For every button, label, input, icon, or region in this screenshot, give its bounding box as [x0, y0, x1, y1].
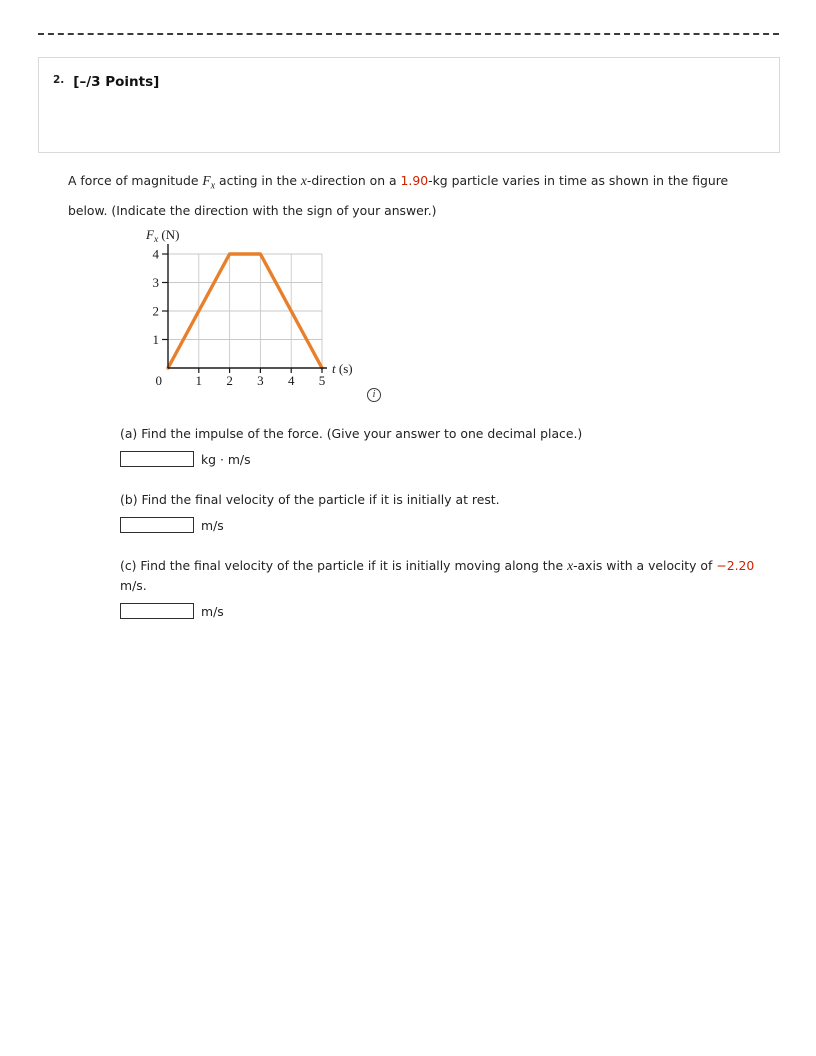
- force-time-graph: [118, 226, 378, 398]
- problem-statement: [68, 169, 768, 223]
- part-a-unit: kg · m/s: [201, 451, 251, 467]
- figure-container: [118, 226, 378, 398]
- question-number: 2.: [53, 74, 65, 86]
- part-c-x-variable: x: [567, 558, 574, 573]
- part-b-input-row: [120, 517, 780, 533]
- info-icon[interactable]: i: [367, 388, 381, 402]
- question-header-box: [38, 57, 780, 153]
- svg-text:1: 1: [195, 373, 203, 388]
- part-c-text-2: -axis with a velocity of: [573, 558, 717, 573]
- part-c: [120, 556, 780, 619]
- x-variable: x: [300, 173, 307, 188]
- problem-text-1: A force of magnitude: [68, 173, 203, 188]
- svg-text:3: 3: [257, 373, 264, 388]
- svg-text:3: 3: [152, 275, 159, 290]
- answer-input-b[interactable]: [120, 517, 194, 533]
- part-b-label: (b) Find the final velocity of the particle if it is initially at rest.: [120, 492, 500, 507]
- svg-text:t (s): t (s): [332, 361, 353, 376]
- problem-text-3: -direction on a: [306, 173, 401, 188]
- part-b: [120, 490, 780, 533]
- force-symbol: $F_x$: [202, 173, 216, 192]
- mass-value: 1.90: [400, 173, 429, 188]
- svg-text:1: 1: [152, 332, 159, 347]
- answer-input-a[interactable]: [120, 451, 194, 467]
- svg-text:2: 2: [152, 303, 159, 319]
- svg-text:4: 4: [287, 373, 295, 388]
- part-a-label: (a) Find the impulse of the force. (Give your answer to one decimal place.): [120, 426, 583, 441]
- svg-text:0: 0: [155, 373, 162, 388]
- dashed-divider: [38, 33, 779, 35]
- problem-text-2: acting in the: [215, 173, 301, 188]
- part-b-unit: m/s: [201, 517, 224, 533]
- svg-text:4: 4: [152, 246, 159, 262]
- part-a: [120, 424, 780, 467]
- svg-text:Fx (N): $F_x$ (N): [146, 227, 180, 245]
- answer-parts: [120, 424, 780, 619]
- part-c-text-1: (c) Find the final velocity of the particle if it is initially moving along the: [120, 558, 568, 573]
- answer-input-c[interactable]: [120, 603, 194, 619]
- svg-text:2: 2: [226, 373, 233, 388]
- part-c-input-row: [120, 603, 780, 619]
- part-c-unit: m/s: [201, 603, 224, 619]
- points-label: [–/3 Points]: [73, 74, 160, 90]
- part-a-input-row: [120, 451, 780, 467]
- problem-text-4: -kg particle varies in time as shown in the figure below. (Indicate the direction with the sign of your answer.): [68, 173, 729, 218]
- part-c-text-3: m/s.: [120, 578, 147, 593]
- part-c-label: [120, 556, 780, 596]
- svg-text:5: 5: [318, 373, 326, 388]
- velocity-value: −2.20: [716, 558, 755, 573]
